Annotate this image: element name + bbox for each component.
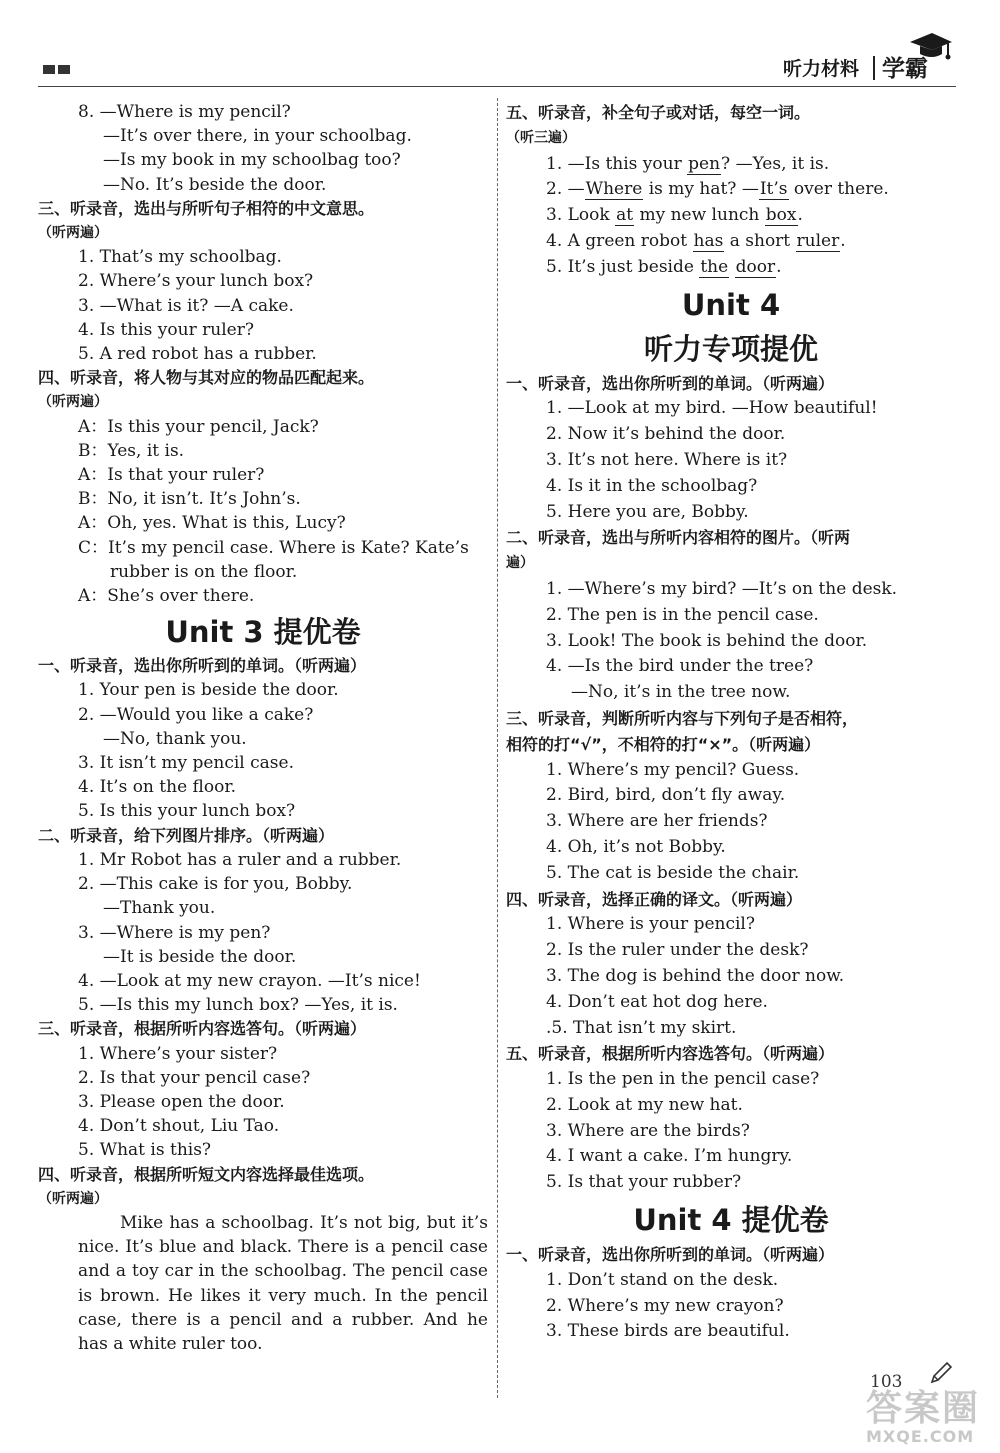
transcript-line: 1. Your pen is beside the door. — [78, 680, 339, 701]
transcript-line: 2. Bird, bird, don’t fly away. — [546, 785, 786, 806]
transcript-line: 3. —Where is my pen? — [78, 922, 271, 943]
section-heading: 四、听录音，选择正确的译文。（听两遍） — [506, 889, 803, 909]
line-text: 5. It’s just beside — [546, 256, 700, 277]
transcript-line: 2. —This cake is for you, Bobby. — [78, 874, 353, 895]
blank-answer: Where — [585, 179, 643, 200]
blank-answer: at — [616, 205, 634, 226]
fill-blank-line — [506, 229, 956, 255]
transcript-line: 8. —Where is my pencil? — [78, 102, 291, 122]
section-heading: 五、听录音，补全句子或对话，每空一词。 — [506, 103, 811, 122]
line-text — [729, 257, 734, 277]
transcript-line: —No. It’s beside the door. — [103, 174, 327, 195]
transcript-line: 4. I want a cake. I’m hungry. — [546, 1146, 793, 1167]
transcript-line: 1. Is the pen in the pencil case? — [546, 1069, 820, 1090]
section-heading: 三、听录音，判断所听内容与下列句子是否相符， — [506, 708, 859, 728]
line-text: 2. — — [546, 179, 585, 200]
transcript-line: 4. —Look at my new crayon. —It’s nice! — [78, 970, 421, 991]
transcript-line: 4. Don’t shout, Liu Tao. — [78, 1116, 280, 1137]
page-header — [0, 0, 1000, 90]
transcript-line: 2. Now it’s behind the door. — [546, 424, 786, 445]
blank-answer: has — [693, 230, 724, 251]
header-brand: 学霸 — [882, 56, 928, 82]
column-divider — [497, 98, 498, 1398]
graduation-cap-icon — [908, 30, 954, 64]
watermark-text: 答案圈 — [866, 1388, 981, 1429]
line-text: . — [797, 205, 803, 226]
fill-blank-line — [506, 152, 956, 178]
section-heading: 三、听录音，根据所听内容选答句。（听两遍） — [38, 1019, 367, 1039]
transcript-line: 5. What is this? — [78, 1140, 212, 1161]
page-number: 103 — [870, 1372, 903, 1392]
transcript-line: 5. Is that your rubber? — [546, 1172, 742, 1193]
transcript-line: B：Yes, it is. — [78, 440, 185, 461]
section-heading: 一、听录音，选出你所听到的单词。（听两遍） — [38, 656, 367, 676]
transcript-line: 3. It’s not here. Where is it? — [546, 449, 788, 470]
transcript-line: —Thank you. — [103, 898, 216, 919]
transcript-line: 3. The dog is behind the door now. — [546, 965, 845, 986]
section-heading: 一、听录音，选出你所听到的单词。（听两遍） — [506, 1245, 835, 1265]
section-heading: 二、听录音，选出与所听内容相符的图片。（听两 — [506, 528, 851, 548]
transcript-line: B：No, it isn’t. It’s John’s. — [78, 489, 301, 510]
section-heading: 四、听录音，根据所听短文内容选择最佳选项。 — [38, 1164, 375, 1184]
unit-title: 听力专项提优 — [643, 331, 818, 366]
transcript-line: 4. —Is the bird under the tree? — [546, 656, 814, 677]
transcript-line: 1. Where is your pencil? — [546, 914, 755, 935]
line-text: 1. —Is this your — [546, 153, 688, 174]
transcript-line: —No, thank you. — [103, 728, 247, 749]
transcript-line: 2. Where’s your lunch box? — [78, 271, 314, 292]
watermark-url: MXQE.COM — [866, 1427, 975, 1446]
blank-answer: ruler — [796, 230, 840, 251]
transcript-line: 3. Look! The book is behind the door. — [546, 630, 868, 651]
section-heading: 三、听录音，选出与所听句子相符的中文意思。 — [38, 198, 375, 218]
transcript-line: —It is beside the door. — [103, 946, 297, 967]
transcript-line: C：It’s my pencil case. Where is Kate? Kate’s — [78, 537, 469, 558]
section-heading: 相符的打“√”，不相符的打“×”。（听两遍） — [506, 734, 821, 754]
fill-blank-line — [506, 177, 956, 203]
line-text: over there. — [788, 179, 889, 200]
transcript-line: 3. Please open the door. — [78, 1091, 285, 1112]
transcript-line: 5. The cat is beside the chair. — [546, 862, 800, 883]
blank-answer: box — [765, 205, 797, 226]
section-heading: 一、听录音，选出你所听到的单词。（听两遍） — [506, 373, 835, 393]
transcript-line: A：Is that your ruler? — [78, 465, 265, 486]
header-marks — [40, 62, 70, 77]
section-heading: 四、听录音，将人物与其对应的物品匹配起来。 — [38, 368, 375, 388]
transcript-line: 4. Oh, it’s not Bobby. — [546, 836, 726, 857]
header-separator — [873, 56, 875, 80]
transcript-line: 2. Look at my new hat. — [546, 1094, 743, 1115]
right-main-section — [506, 285, 956, 1346]
transcript-line: 1. Don’t stand on the desk. — [546, 1269, 779, 1290]
transcript-line: —It’s over there, in your schoolbag. — [103, 126, 412, 147]
section-note: 遍） — [506, 555, 534, 572]
right-column — [506, 100, 956, 1345]
transcript-line: 3. Where are the birds? — [546, 1120, 750, 1141]
transcript-line: 1. —Look at my bird. —How beautiful! — [546, 398, 878, 419]
section-note: （听两遍） — [38, 225, 108, 242]
transcript-line: A：Is this your pencil, Jack? — [78, 416, 319, 437]
transcript-line: A：She’s over there. — [78, 586, 255, 607]
transcript-line: 1. That’s my schoolbag. — [78, 247, 282, 268]
line-text: a short — [724, 230, 796, 251]
transcript-line: 2. —Would you like a cake? — [78, 704, 314, 725]
transcript-line: 2. Is the ruler under the desk? — [546, 940, 809, 961]
transcript-line: 3. Where are her friends? — [546, 811, 768, 832]
section-heading: 二、听录音，给下列图片排序。（听两遍） — [38, 825, 335, 845]
right-top-section — [506, 100, 956, 281]
transcript-line: 1. —Where’s my bird? —It’s on the desk. — [546, 578, 898, 599]
transcript-line: 3. —What is it? —A cake. — [78, 295, 294, 316]
transcript-line: —No, it’s in the tree now. — [571, 682, 791, 703]
transcript-line: 1. Where’s your sister? — [78, 1043, 278, 1064]
transcript-line: 5. —Is this my lunch box? —Yes, it is. — [78, 995, 398, 1016]
unit-title: Unit 3 提优卷 — [165, 615, 361, 650]
line-text: my new lunch — [634, 205, 765, 226]
unit-title: Unit 4 — [681, 287, 781, 322]
transcript-line: .5. That isn’t my skirt. — [546, 1017, 737, 1038]
section-heading: 五、听录音，根据所听内容选答句。（听两遍） — [506, 1044, 835, 1064]
line-text: . — [840, 230, 846, 251]
transcript-line: 3. These birds are beautiful. — [546, 1321, 790, 1342]
line-text: is my hat? — — [643, 179, 759, 200]
transcript-line: 1. Where’s my pencil? Guess. — [546, 759, 800, 780]
blank-answer: It’s — [759, 179, 788, 200]
transcript-line: 1. Mr Robot has a ruler and a rubber. — [78, 849, 402, 870]
line-text: . — [776, 256, 782, 277]
blank-answer: door — [735, 256, 776, 277]
blank-answer: the — [700, 256, 729, 277]
unit-title: Unit 4 提优卷 — [633, 1203, 829, 1238]
transcript-line: 4. It’s on the floor. — [78, 777, 237, 798]
transcript-line: 2. The pen is in the pencil case. — [546, 604, 819, 625]
transcript-line: 3. It isn’t my pencil case. — [78, 753, 294, 774]
section-note: （听三遍） — [506, 129, 576, 146]
header-rule — [38, 86, 956, 87]
left-column — [38, 100, 488, 1356]
transcript-line: 5. Is this your lunch box? — [78, 801, 296, 822]
section-note: （听两遍） — [38, 1190, 108, 1207]
transcript-line: 5. A red robot has a rubber. — [78, 344, 317, 365]
passage-text: Mike has a schoolbag. It’s not big, but it’s nice. It’s blue and black. There is a pencil case and a toy car in the schoolbag. The pencil case is brown. He likes it very much. In the pencil case, there is a pencil and a rubber. And he has a white ruler too. — [78, 1212, 488, 1354]
transcript-line: A：Oh, yes. What is this, Lucy? — [78, 513, 346, 534]
transcript-line: 5. Here you are, Bobby. — [546, 501, 749, 522]
fill-blank-line — [506, 255, 956, 281]
transcript-line: —Is my book in my schoolbag too? — [103, 150, 401, 171]
transcript-line: 4. Is this your ruler? — [78, 319, 254, 340]
transcript-line: 2. Is that your pencil case? — [78, 1067, 311, 1088]
header-title: 听力材料 — [783, 58, 860, 80]
line-text: 4. A green robot — [546, 230, 693, 251]
line-text: ? —Yes, it is. — [721, 153, 830, 174]
fill-blank-line — [506, 203, 956, 229]
blank-answer: pen — [688, 153, 721, 174]
transcript-line: 4. Don’t eat hot dog here. — [546, 991, 768, 1012]
transcript-line: 4. Is it in the schoolbag? — [546, 475, 758, 496]
transcript-line: rubber is on the floor. — [110, 561, 298, 582]
watermark — [866, 1380, 980, 1446]
passage-indent — [78, 1213, 120, 1233]
section-note: （听两遍） — [38, 394, 108, 411]
transcript-line: 2. Where’s my new crayon? — [546, 1295, 784, 1316]
line-text: 3. Look — [546, 205, 616, 226]
